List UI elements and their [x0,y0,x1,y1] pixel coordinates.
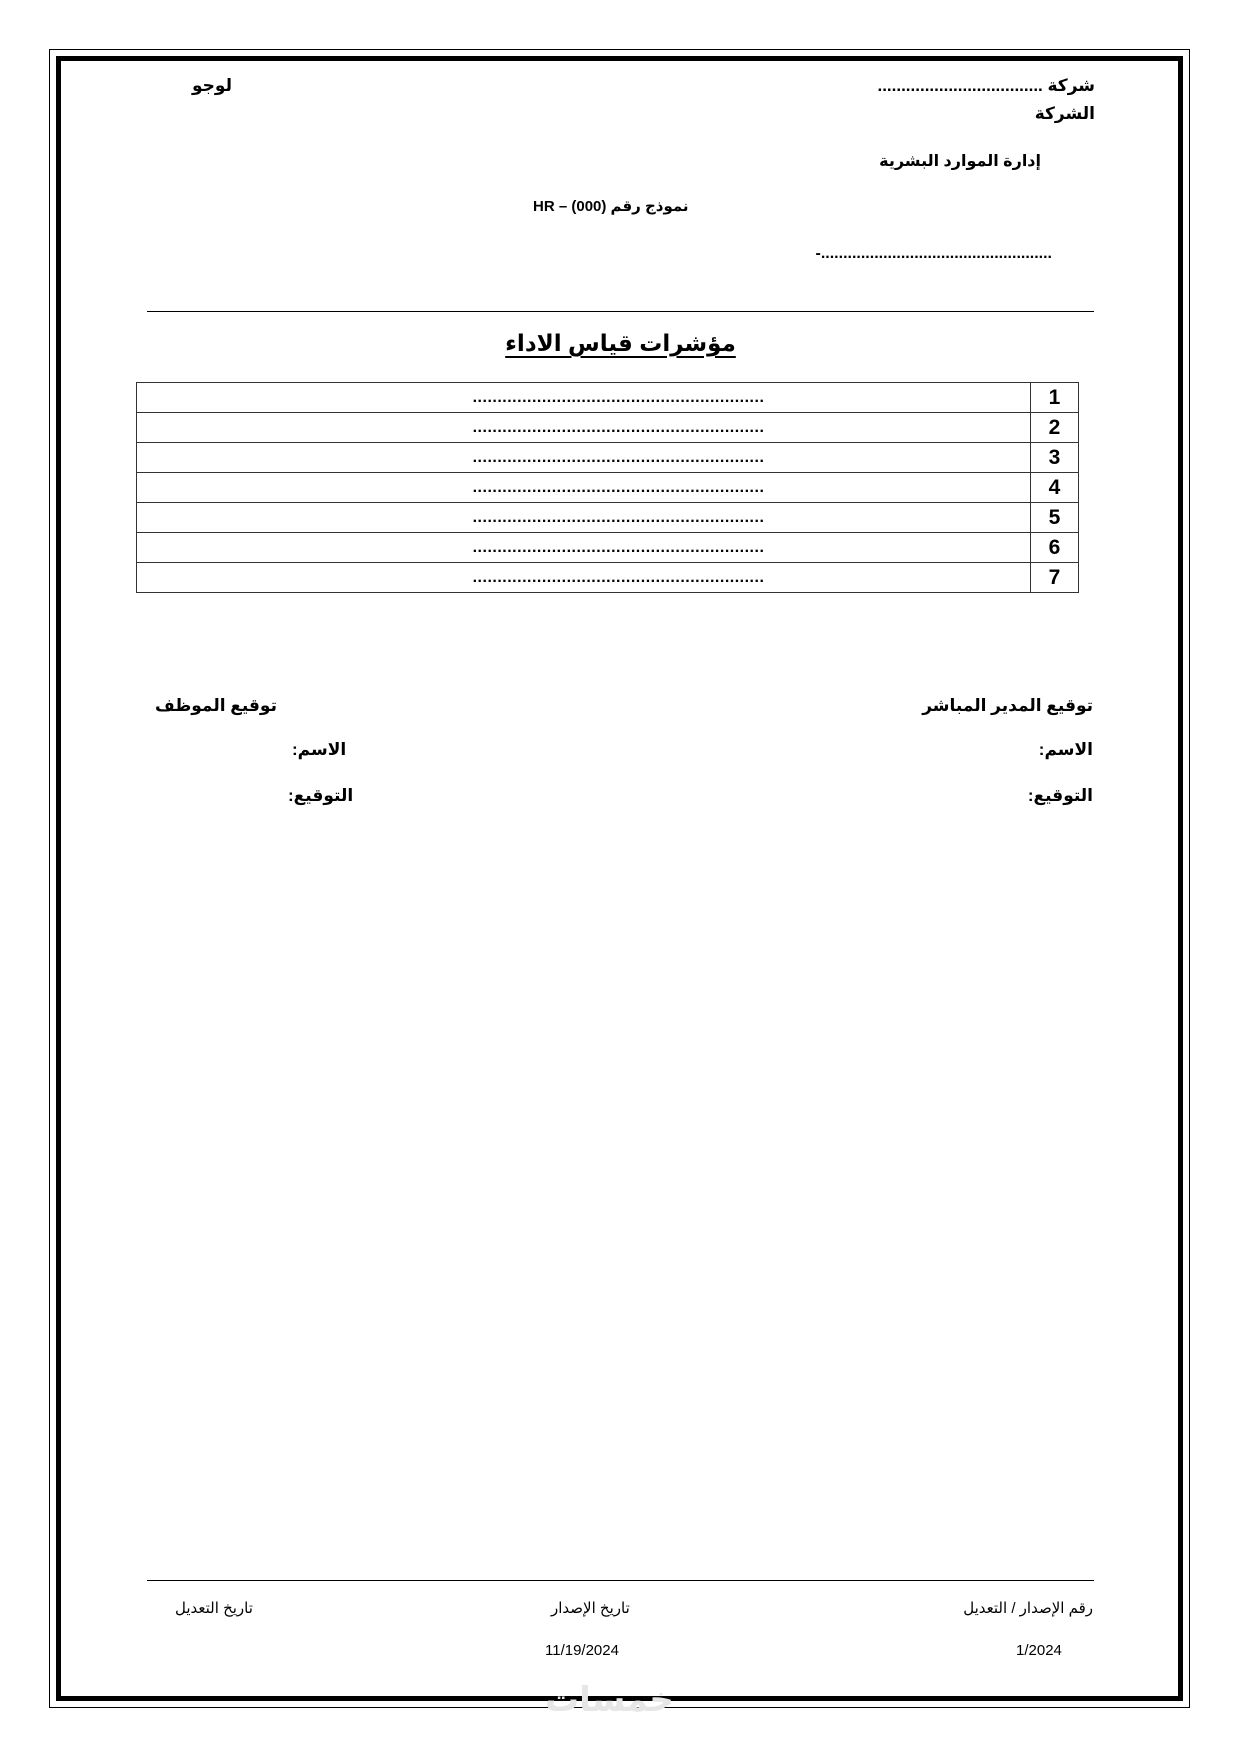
employee-signature-title: توقيع الموظف [155,696,277,715]
kpi-value[interactable]: ........................................................... [137,473,1031,503]
table-row [137,473,1079,503]
header-divider [147,311,1094,312]
employee-name-label: الاسم: [292,740,347,759]
employee-signature-label: التوقيع: [288,786,354,805]
form-number-text: نموذج رقم (000) – HR [533,198,689,215]
form-number [533,197,689,215]
table-row [137,443,1079,473]
footer-revision-value: 1/2024 [1016,1642,1062,1659]
kpi-number: 1 [1031,383,1079,413]
table-row [137,413,1079,443]
kpi-value[interactable]: ........................................................... [137,563,1031,593]
kpi-number: 6 [1031,533,1079,563]
kpi-table [136,382,1079,593]
kpi-value[interactable]: ........................................................... [137,443,1031,473]
watermark-logo: خمسات [545,1681,674,1719]
footer-issue-date-label: تاريخ الإصدار [551,1600,630,1617]
subject-dots: .................................................... [820,245,1052,262]
kpi-value[interactable]: ........................................................... [137,533,1031,563]
footer-issue-date-value: 11/19/2024 [545,1642,619,1659]
kpi-number: 4 [1031,473,1079,503]
table-row [137,503,1079,533]
page-title [0,330,1241,357]
kpi-number: 5 [1031,503,1079,533]
page-title-text: مؤشرات قياس الاداء [505,330,736,356]
footer-modification-date-label: تاريخ التعديل [175,1600,253,1617]
kpi-value[interactable]: ........................................................... [137,383,1031,413]
kpi-value[interactable]: ........................................................... [137,503,1031,533]
logo-placeholder: لوجو [192,76,232,95]
company-name-field-cont: الشركة [1034,104,1095,123]
manager-signature-title: توقيع المدير المباشر [922,696,1093,715]
manager-signature-label: التوقيع: [1027,786,1093,805]
company-name-field: شركة ................................... [877,76,1095,95]
subject-line [784,245,1052,263]
table-row [137,383,1079,413]
footer-revision-label: رقم الإصدار / التعديل [963,1600,1093,1617]
footer-divider [147,1580,1094,1581]
table-row [137,563,1079,593]
table-row [137,533,1079,563]
kpi-value[interactable]: ........................................................... [137,413,1031,443]
department-name: إدارة الموارد البشرية [879,153,1041,170]
kpi-number: 2 [1031,413,1079,443]
manager-name-label: الاسم: [1038,740,1093,759]
subject-dash: - [815,245,821,262]
kpi-number: 7 [1031,563,1079,593]
kpi-number: 3 [1031,443,1079,473]
page-frame-inner [56,56,1183,1701]
